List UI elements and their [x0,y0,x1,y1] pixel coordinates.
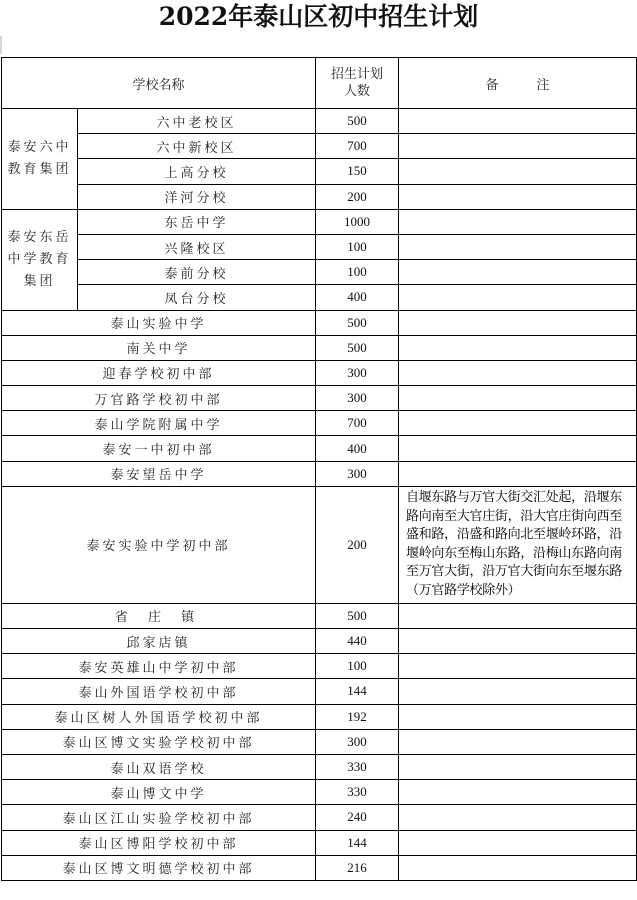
table-row [2,310,637,335]
school-name: 泰安一中初中部 [2,436,316,461]
remark-cell [399,411,637,436]
plan-count: 500 [316,310,399,335]
remark-cell [399,654,637,679]
table-row [2,855,637,880]
plan-count: 700 [316,411,399,436]
table-row [2,134,637,159]
remark-cell [399,310,637,335]
header-plan-count [316,58,399,109]
remark-cell [399,679,637,704]
school-name: 泰安望岳中学 [2,461,316,486]
school-name: 六中老校区 [78,109,316,134]
school-name: 泰安英雄山中学初中部 [2,654,316,679]
remark-cell [399,184,637,209]
margin-mark [0,36,2,54]
table-row [2,461,637,486]
table-row [2,360,637,385]
table-row [2,679,637,704]
table-row [2,184,637,209]
school-name: 邱家店镇 [2,629,316,654]
group-name-cell [2,209,78,310]
header-remark-char1: 备 [485,77,499,93]
school-name: 东岳中学 [78,209,316,234]
remark-cell [399,603,637,628]
plan-count: 500 [316,335,399,360]
table-row [2,754,637,779]
group-name-line: 泰安东岳 [7,229,72,245]
remark-cell [399,729,637,754]
table-row [2,109,637,134]
school-name: 兴隆校区 [78,234,316,259]
school-name: 泰山区博文明德学校初中部 [2,855,316,880]
table-row [2,260,637,285]
plan-count: 500 [316,109,399,134]
plan-count: 500 [316,603,399,628]
table-row [2,603,637,628]
table-row [2,386,637,411]
school-name: 万官路学校初中部 [2,386,316,411]
school-name: 南关中学 [2,335,316,360]
table-row [2,335,637,360]
remark-cell [399,629,637,654]
plan-count: 200 [316,486,399,603]
plan-count: 440 [316,629,399,654]
plan-count: 144 [316,679,399,704]
school-name: 泰山双语学校 [2,754,316,779]
remark-cell [399,704,637,729]
table-row [2,830,637,855]
table-row [2,704,637,729]
plan-count: 150 [316,159,399,184]
school-name: 泰山外国语学校初中部 [2,679,316,704]
plan-count: 1000 [316,209,399,234]
plan-count: 300 [316,386,399,411]
table-row [2,234,637,259]
table-row [2,209,637,234]
table-row [2,411,637,436]
remark-cell: 自堰东路与万官大街交汇处起，沿堰东路向南至大官庄街，沿大官庄街向西至盛和路，沿盛和路向北至堰岭环路，沿堰岭向东至梅山东路，沿梅山东路向南至万官大街，沿万官大街向东至堰东路（万官路学校除外） [399,486,637,603]
school-name: 上高分校 [78,159,316,184]
remark-cell [399,386,637,411]
school-name: 六中新校区 [78,134,316,159]
group-name-line: 教育集团 [7,161,72,177]
school-name: 洋河分校 [78,184,316,209]
enrollment-plan-table [1,57,637,881]
plan-count: 300 [316,360,399,385]
header-remark [399,58,637,109]
school-name: 省 庄 镇 [2,603,316,628]
table-header-row [2,58,637,109]
table-row [2,805,637,830]
remark-cell [399,109,637,134]
table-row [2,486,637,603]
school-name: 凤台分校 [78,285,316,310]
remark-cell [399,360,637,385]
remark-cell [399,134,637,159]
remark-cell [399,209,637,234]
remark-cell [399,754,637,779]
plan-count: 100 [316,260,399,285]
remark-cell [399,260,637,285]
remark-cell [399,436,637,461]
plan-count: 400 [316,285,399,310]
group-name-line: 集团 [23,273,56,289]
table-row [2,436,637,461]
school-name: 泰山实验中学 [2,310,316,335]
remark-cell [399,830,637,855]
plan-count: 200 [316,184,399,209]
school-name: 泰山学院附属中学 [2,411,316,436]
school-name: 泰山区树人外国语学校初中部 [2,704,316,729]
header-plan-count-line1: 招生计划 [331,67,384,82]
page-title: 2022年泰山区初中招生计划 [158,2,479,31]
group-name-line: 中学教育 [7,251,72,267]
school-name: 泰安实验中学初中部 [2,486,316,603]
group-name-line: 泰安六中 [7,139,72,155]
school-name: 泰山区博阳学校初中部 [2,830,316,855]
remark-cell [399,285,637,310]
header-remark-char2: 注 [536,77,550,93]
table-row [2,729,637,754]
plan-count: 330 [316,754,399,779]
plan-count: 300 [316,461,399,486]
plan-count: 144 [316,830,399,855]
plan-count: 100 [316,654,399,679]
remark-cell [399,780,637,805]
remark-cell [399,855,637,880]
remark-cell [399,159,637,184]
plan-count: 100 [316,234,399,259]
remark-cell [399,461,637,486]
plan-count: 330 [316,780,399,805]
school-name: 泰前分校 [78,260,316,285]
table-row [2,654,637,679]
header-plan-count-line2: 人数 [344,84,371,99]
plan-count: 216 [316,855,399,880]
remark-cell [399,805,637,830]
header-school-name: 学校名称 [2,58,316,109]
table-row [2,629,637,654]
table-row [2,780,637,805]
school-name: 泰山博文中学 [2,780,316,805]
plan-count: 300 [316,729,399,754]
school-name: 泰山区博文实验学校初中部 [2,729,316,754]
school-name: 迎春学校初中部 [2,360,316,385]
plan-count: 192 [316,704,399,729]
table-row [2,159,637,184]
plan-count: 240 [316,805,399,830]
plan-count: 700 [316,134,399,159]
group-name-cell [2,109,78,210]
table-row [2,285,637,310]
remark-cell [399,335,637,360]
school-name: 泰山区江山实验学校初中部 [2,805,316,830]
remark-cell [399,234,637,259]
plan-count: 400 [316,436,399,461]
